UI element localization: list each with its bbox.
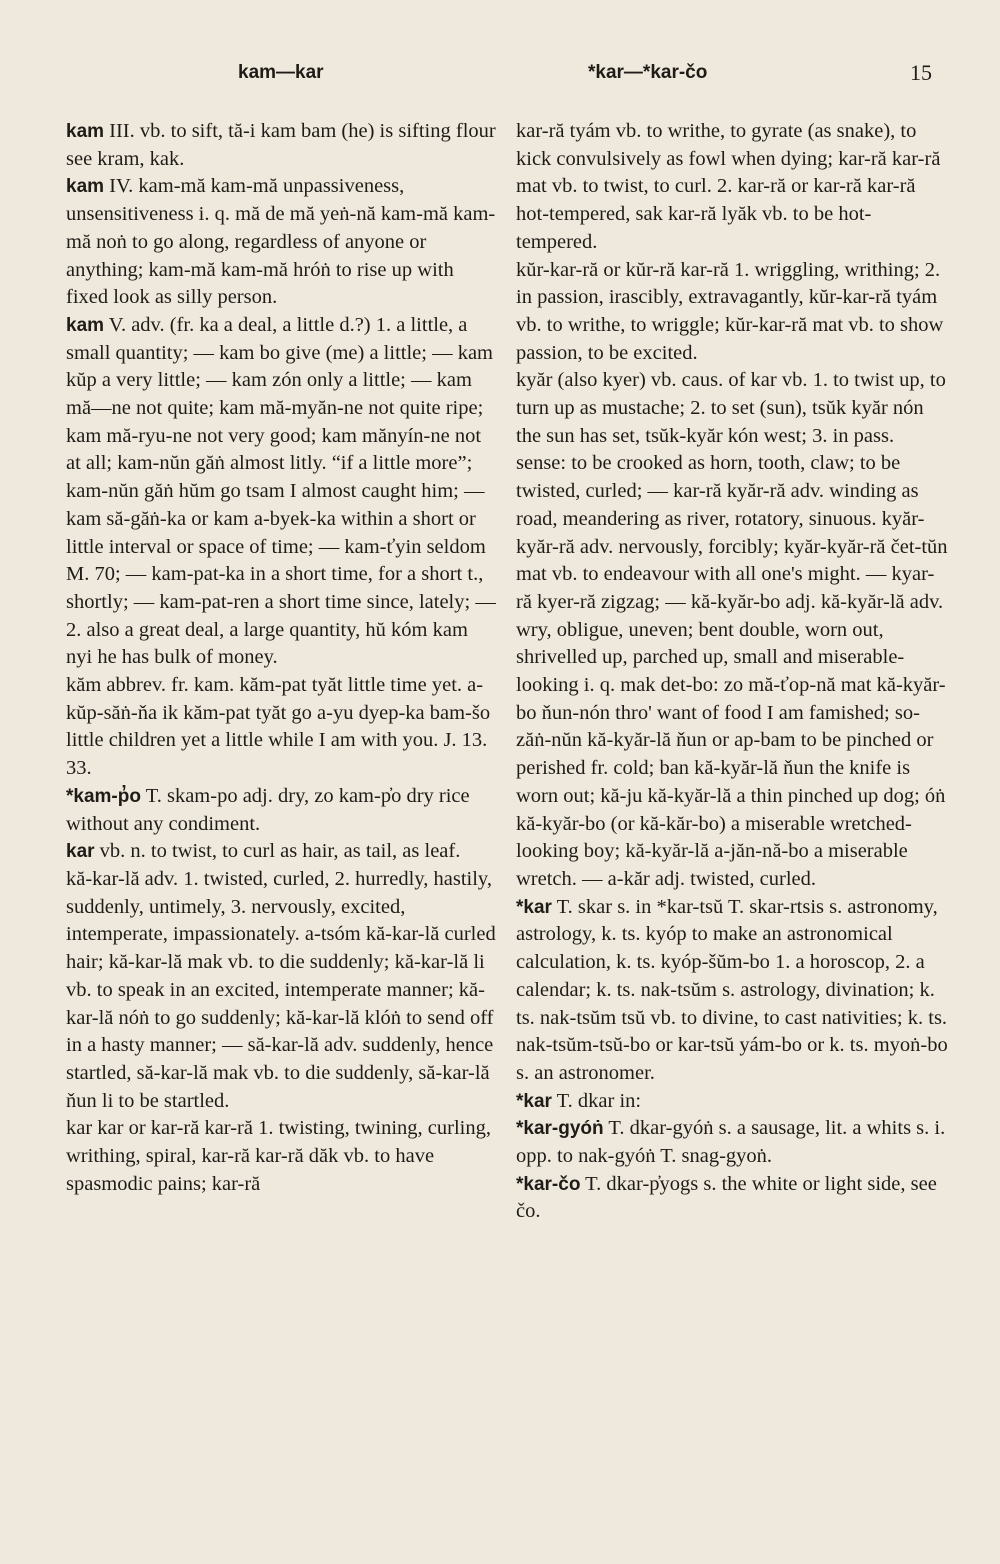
entry-kam-po bbox=[66, 783, 498, 838]
entry-kar-gyon bbox=[516, 1115, 948, 1170]
entry-text: T. dkar in: bbox=[551, 1089, 642, 1112]
entry-text: III. vb. to sift, tă-i kam bam (he) is sifting flour see kram, kak. bbox=[66, 120, 496, 170]
headword: *kam-p̓o bbox=[66, 785, 141, 807]
entry-kyar bbox=[516, 367, 948, 893]
entry-text: T. skar s. in *kar-tsŭ T. skar-rtsis s. astronomy, astrology, k. ts. kyóp to make an astronomical calculation, k. ts. kyóp-šŭm-bo 1. a horoscop, 2. a calendar; k. ts. nak-tsŭm s. astrology, divination; k. ts. nak-tsŭm tsŭ vb. to divine, to cast nativities; k. ts. nak-tsŭm-tsŭ-bo or kar-tsŭ yám-bo or k. ts. myoṅ-bo s. an astronomer. bbox=[516, 895, 948, 1084]
entry-kar bbox=[66, 838, 498, 866]
entry-text: kar kar or kar-ră kar-ră 1. twisting, twining, curling, writhing, spiral, kar-ră kar-ră dăk vb. to have spasmodic pains; kar-ră bbox=[66, 1117, 491, 1195]
entry-text: T. dkar-gyóṅ s. a sausage, lit. a whits s. i. opp. to nak-gyóṅ T. snag-gyoṅ. bbox=[516, 1117, 946, 1168]
entry-text: kar-ră tyám vb. to writhe, to gyrate (as snake), to kick convulsively as fowl when dying; kar-ră kar-ră mat vb. to twist, to curl. 2. kar-ră or kar-ră kar-ră hot-tempered, sak kar-ră lyăk vb. to be hot-tempered. bbox=[516, 120, 941, 253]
entry-kar-kar bbox=[66, 1115, 498, 1198]
headword: *kar-gyóṅ bbox=[516, 1118, 604, 1140]
headword: kam bbox=[66, 176, 105, 198]
entry-kar-dkar bbox=[516, 1088, 948, 1116]
entry-kam-iii bbox=[66, 118, 498, 173]
entry-kar-skar bbox=[516, 894, 948, 1088]
running-head-left: kam—kar bbox=[238, 62, 324, 83]
entry-kam-iv bbox=[66, 173, 498, 312]
entry-kar-co bbox=[516, 1171, 948, 1226]
headword: kam bbox=[66, 121, 105, 142]
left-column bbox=[66, 118, 498, 1198]
entry-kam-v bbox=[66, 312, 498, 672]
right-column bbox=[516, 118, 948, 1226]
entry-kam-abbrev bbox=[66, 672, 498, 783]
entry-text: vb. n. to twist, to curl as hair, as tail, as leaf. bbox=[94, 840, 461, 863]
entry-text: T. skam-po adj. dry, zo kam-p̓o dry rice without any condiment. bbox=[66, 784, 470, 835]
headword: *kar-čo bbox=[516, 1173, 581, 1195]
entry-kur-kar-ra bbox=[516, 257, 948, 368]
headword: *kar bbox=[516, 1090, 552, 1112]
page-number: 15 bbox=[910, 60, 932, 85]
entry-text: kyăr (also kyer) vb. caus. of kar vb. 1. to twist up, to turn up as mustache; 2. to set (sun), tsŭk kyăr nón the sun has set, tsŭk-kyăr kón west; 3. in pass. sense: to be crooked as horn, tooth, claw; to be twisted, curled; — kar-ră kyăr-ră adv. winding as road, meandering as river, rotatory, sinuous. kyăr-kyăr-ră adv. nervously, forcibly; kyăr-kyăr-ră čet-tŭn mat vb. to endeavour with all one's might. — kyar-ră kyer-ră zigzag; — kă-kyăr-bo adj. kă-kyăr-lă adv. wry, obligue, uneven; bent double, worn out, shrivelled up, parched up, small and miserable-looking i. q. mak det-bo: zo mă-ťop-nă mat kă-kyăr-bo ňun-nón thro' want of food I am famished; so-zăṅ-nŭn kă-kyăr-lă ňun or ap-bam to be pinched or perished fr. cold; ban kă-kyăr-lă ňun the knife is worn out; kă-ju kă-kyăr-lă a thin pinched up dog; óṅ kă-kyăr-bo (or kă-kăr-bo) a miserable wretched-looking boy; kă-kyăr-lă a-jăn-nă-bo a miserable wretch. — a-kăr adj. twisted, curled. bbox=[516, 369, 948, 890]
headword: kar bbox=[66, 841, 95, 863]
entry-text: T. dkar-p̓yogs s. the white or light side, see čo. bbox=[516, 1172, 937, 1223]
running-head-right: *kar—*kar-čo bbox=[588, 62, 708, 83]
entry-text: kŭr-kar-ră or kŭr-ră kar-ră 1. wriggling, writhing; 2. in passion, irascibly, extravagantly, kŭr-kar-ră tyám vb. to writhe, to wriggle; kŭr-kar-ră mat vb. to show passion, to be excited. bbox=[516, 258, 944, 364]
entry-ka-kar-la bbox=[66, 866, 498, 1115]
entry-text: IV. kam-mă kam-mă unpassiveness, unsensitiveness i. q. mă de mă yeṅ-nă kam-mă kam-mă noṅ to go along, regardless of anyone or anything; kam-mă kam-mă hróṅ to rise up with fixed look as silly person. bbox=[66, 175, 496, 309]
entry-text: V. adv. (fr. ka a deal, a little d.?) 1. a little, a small quantity; — kam bo give (me) a little; — kam kŭp a very little; — kam zón only a little; — kam mă—ne not quite; kam mă-myăn-ne not quite ripe; kam mă-ryu-ne not very good; kam mănyín-ne not at all; kam-nŭn găṅ almost litly. “if a little more”; kam-nŭn găṅ hŭm go tsam I almost caught him; — kam să-găṅ-ka or kam a-byek-ka within a short or little interval or space of time; — kam-ťyin seldom M. 70; — kam-pat-ka in a short time, for a short t., shortly; — kam-pat-ren a short time since, lately; — 2. also a great deal, a large quantity, hŭ kóm kam nyi he has bulk of money. bbox=[66, 313, 496, 669]
headword: kam bbox=[66, 314, 105, 336]
headword: *kar bbox=[516, 896, 552, 918]
entry-kar-ra-tyam bbox=[516, 118, 948, 257]
entry-text: kăm abbrev. fr. kam. kăm-pat tyăt little time yet. a-kŭp-săṅ-ňa ik kăm-pat tyăt go a-yu dyep-ka bam-šo little children yet a little while I am with you. J. 13. 33. bbox=[66, 674, 491, 780]
entry-text: kă-kar-lă adv. 1. twisted, curled, 2. hurredly, hastily, suddenly, untimely, 3. nervously, excited, intemperate, impassionately. a-tsóm kă-kar-lă curled hair; kă-kar-lă mak vb. to die suddenly; kă-kar-lă li vb. to speak in an excited, intemperate manner; kă-kar-lă nóṅ to go suddenly; kă-kar-lă klóṅ to send off in a hasty manner; — să-kar-lă adv. suddenly, hence startled, să-kar-lă mak vb. to die suddenly, să-kar-lă ňun li to be startled. bbox=[66, 867, 496, 1112]
